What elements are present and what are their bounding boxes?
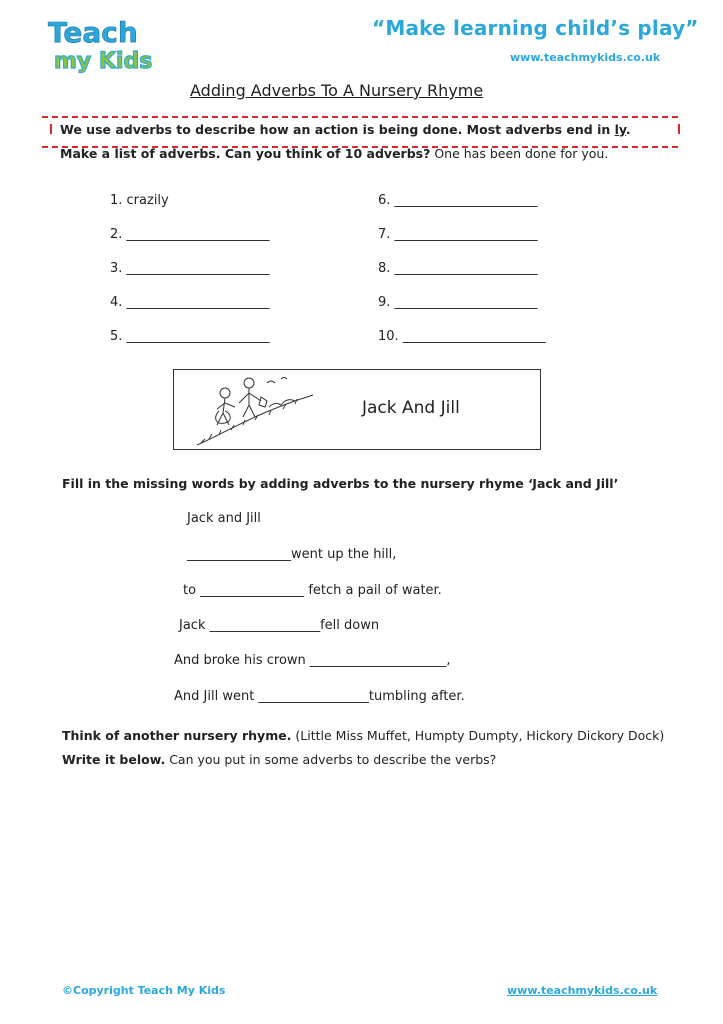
tagline: “Make learning child’s play” <box>372 16 699 40</box>
intro-line-1-end: . <box>625 122 631 137</box>
adverb-item-6[interactable]: 6. ______________________ <box>378 193 538 208</box>
jack-and-jill-illustration <box>195 373 315 447</box>
adverb-item-5[interactable]: 5. ______________________ <box>110 329 270 344</box>
adverb-item-4[interactable]: 4. ______________________ <box>110 295 270 310</box>
logo-text-teach: Teach <box>48 16 138 49</box>
intro-ly: ly <box>614 122 626 137</box>
intro-line-1-text: We use adverbs to describe how an action is being done. Most adverbs end in <box>60 122 615 137</box>
rhyme-line-3[interactable]: to ________________ fetch a pail of water. <box>183 583 442 598</box>
footer-copyright: ©Copyright Teach My Kids <box>62 984 226 997</box>
intro-line-2-bold: Make a list of adverbs. Can you think of 10 adverbs? <box>60 146 431 161</box>
adverb-item-8[interactable]: 8. ______________________ <box>378 261 538 276</box>
intro-left-marker <box>50 124 52 134</box>
rhyme-line-1: Jack and Jill <box>187 511 261 526</box>
page-title: Adding Adverbs To A Nursery Rhyme <box>190 81 484 100</box>
intro-right-marker <box>678 124 680 134</box>
adverb-item-2[interactable]: 2. ______________________ <box>110 227 270 242</box>
intro-line-2 <box>60 146 608 161</box>
header-website[interactable]: www.teachmykids.co.uk <box>510 51 661 64</box>
rhyme-line-2[interactable]: ________________went up the hill, <box>187 547 397 562</box>
rhyme-line-6[interactable]: And Jill went _________________tumbling after. <box>174 689 465 704</box>
rhyme-instruction: Fill in the missing words by adding adverbs to the nursery rhyme ‘Jack and Jill’ <box>62 476 619 491</box>
adverb-item-9[interactable]: 9. ______________________ <box>378 295 538 310</box>
adverb-item-10[interactable]: 10. ______________________ <box>378 329 546 344</box>
adverb-item-3[interactable]: 3. ______________________ <box>110 261 270 276</box>
task-bold-1: Think of another nursery rhyme. <box>62 728 292 743</box>
rhyme-line-5[interactable]: And broke his crown _____________________, <box>174 653 451 668</box>
logo-text-mykids: my Kids <box>54 49 153 74</box>
task-paragraph <box>62 724 682 772</box>
intro-line-2-rest: One has been done for you. <box>430 146 609 161</box>
picture-title: Jack And Jill <box>362 398 460 418</box>
teach-my-kids-logo <box>44 12 168 74</box>
task-normal-2: Can you put in some adverbs to describe the verbs? <box>165 752 497 767</box>
task-normal-1: (Little Miss Muffet, Humpty Dumpty, Hickory Dickory Dock) <box>291 728 665 743</box>
adverb-item-1: 1. crazily <box>110 193 169 208</box>
footer-url[interactable]: www.teachmykids.co.uk <box>507 984 658 997</box>
adverb-item-7[interactable]: 7. ______________________ <box>378 227 538 242</box>
intro-line-1 <box>60 122 631 137</box>
rhyme-line-4[interactable]: Jack _________________fell down <box>179 618 380 633</box>
task-bold-2: Write it below. <box>62 752 166 767</box>
